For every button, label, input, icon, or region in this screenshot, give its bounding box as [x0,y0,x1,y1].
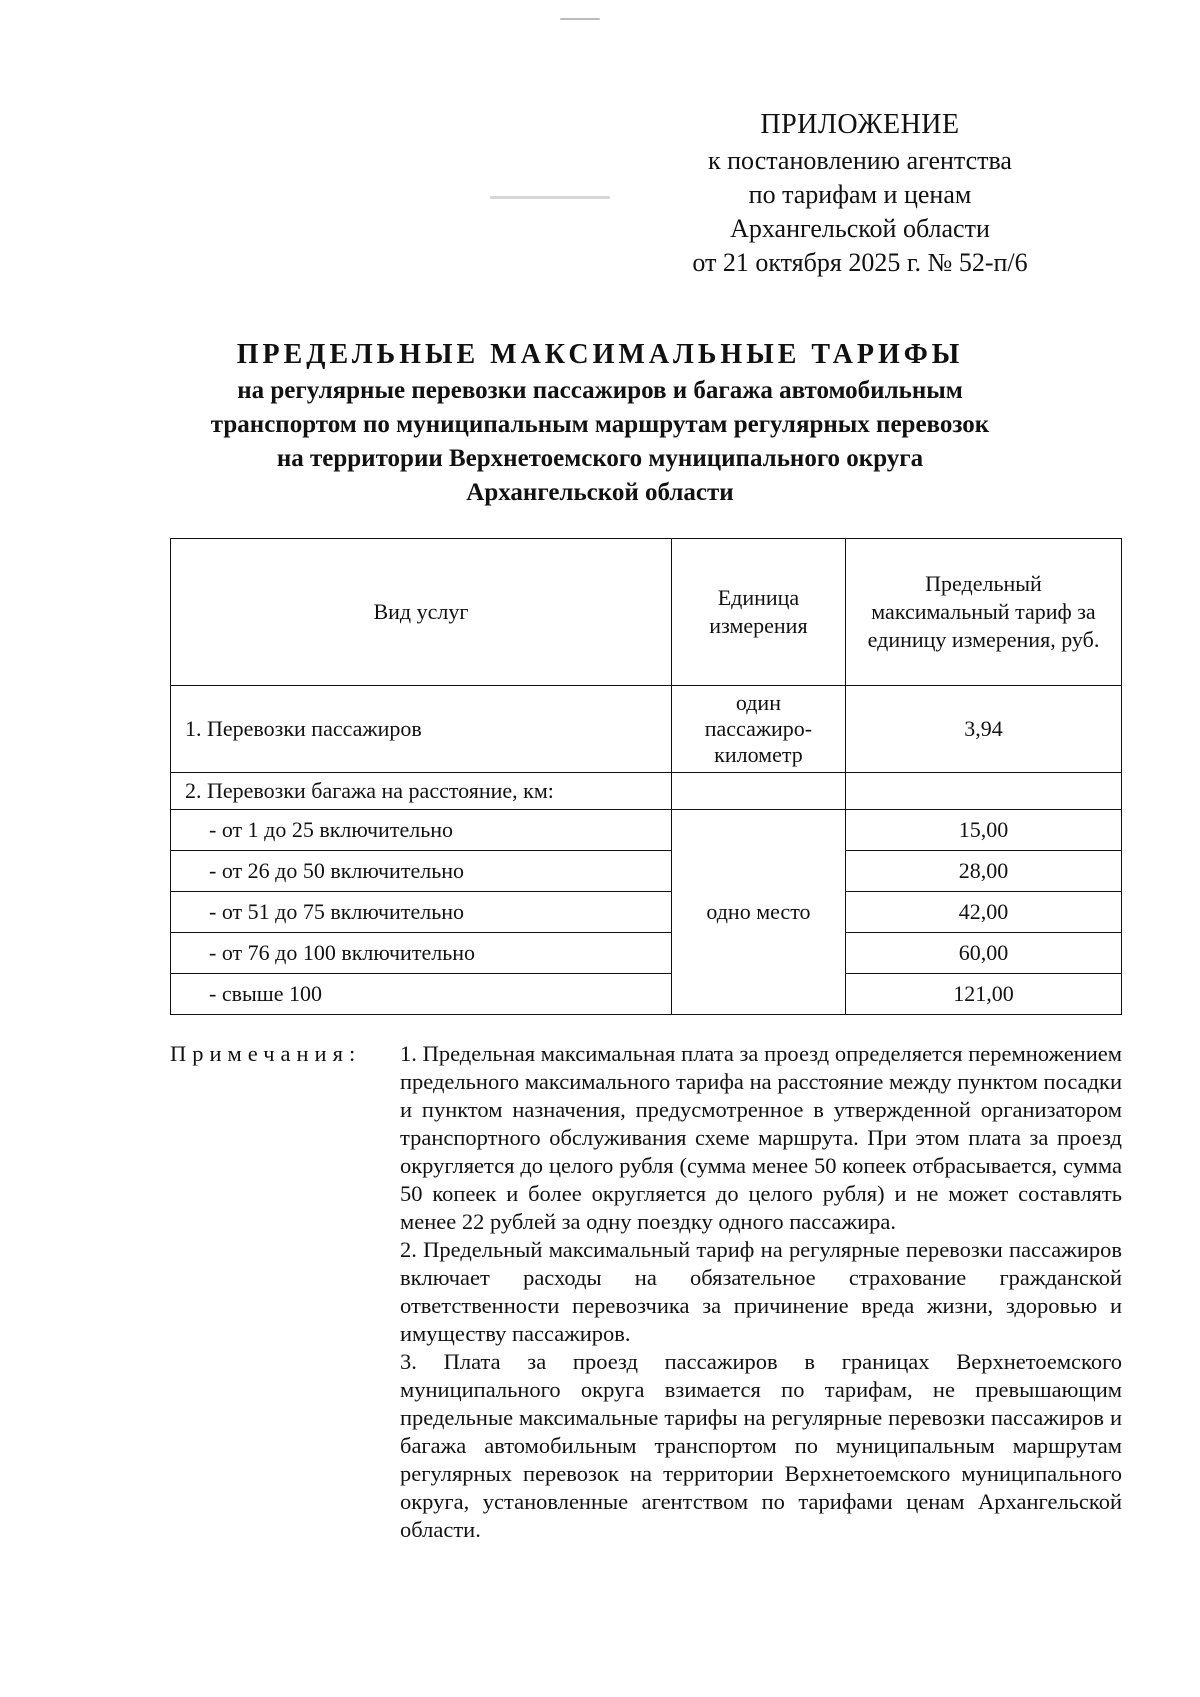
cell-tariff: 60,00 [846,933,1122,974]
note-item: 3. Плата за проезд пассажиров в границах Верхнетоемского муниципального округа взимается по тарифам, не превышающим предельные максимальные тарифы на регулярные перевозки пассажиров и багажа автомобильным транспортом по муниципальным маршрутам регулярных перевозок на территории Верхнетоемского муниципального округа, установленные агентством по тарифами ценам Архангельской области. [400,1349,1122,1542]
cell-tariff-empty [846,773,1122,810]
cell-tariff: 28,00 [846,851,1122,892]
cell-unit: один пассажиро-километр [671,686,845,773]
scan-artifact [560,18,600,20]
table-row [171,773,1122,810]
table-row [171,974,1122,1015]
appendix-date-number: от 21 октября 2025 г. № 52-п/6 [692,248,1028,277]
cell-range: - от 51 до 75 включительно [171,892,672,933]
appendix-line: к постановлению агентства [708,146,1012,175]
appendix-line: по тарифам и ценам [748,180,972,209]
title-line: на территории Верхнетоемского муниципального округа [276,445,924,472]
note-item: 2. Предельный максимальный тариф на регулярные перевозки пассажиров включает расходы на обязательное страхование гражданской ответственности перевозчика за причинение вреда жизни, здоровью и имуществу пассажиров. [400,1237,1122,1346]
cell-service: 1. Перевозки пассажиров [171,686,672,773]
title-line: Архангельской области [466,479,734,506]
cell-tariff: 121,00 [846,974,1122,1015]
cell-service: 2. Перевозки багажа на расстояние, км: [171,773,672,810]
table-row [171,851,1122,892]
table-row [171,810,1122,851]
table-header-row [171,539,1122,686]
cell-tariff: 3,94 [846,686,1122,773]
document-title [150,338,1050,510]
header-tariff: Предельный максимальный тариф за единицу измерения, руб. [846,539,1122,686]
cell-unit-empty [671,773,845,810]
table-row [171,686,1122,773]
cell-range: - свыше 100 [171,974,672,1015]
cell-baggage-unit: одно место [671,810,845,1015]
appendix-header [620,108,1100,280]
appendix-line: Архангельской области [730,214,990,243]
cell-range: - от 26 до 50 включительно [171,851,672,892]
appendix-heading: ПРИЛОЖЕНИЕ [760,109,960,140]
title-line: на регулярные перевозки пассажиров и багажа автомобильным [237,377,963,404]
table-row [171,892,1122,933]
cell-tariff: 42,00 [846,892,1122,933]
cell-tariff: 15,00 [846,810,1122,851]
note-item: 1. Предельная максимальная плата за проезд определяется перемножением предельного максимального тарифа на расстояние между пунктом посадки и пунктом назначения, предусмотренное в утвержденной организатором транспортного обслуживания схеме маршрута. При этом плата за проезд округляется до целого рубля (сумма менее 50 копеек отбрасывается, сумма 50 копеек и более округляется до целого рубля) и не может составлять менее 22 рублей за одну поездку одного пассажира. [400,1041,1122,1234]
title-line: транспортом по муниципальным маршрутам регулярных перевозок [210,411,990,438]
notes-label: Примечания: [170,1041,362,1066]
tariff-table [170,538,1122,1015]
table-row [171,933,1122,974]
header-unit: Единица измерения [671,539,845,686]
notes-body [400,1040,1122,1544]
title-main: ПРЕДЕЛЬНЫЕ МАКСИМАЛЬНЫЕ ТАРИФЫ [236,339,964,370]
cell-range: - от 76 до 100 включительно [171,933,672,974]
scan-artifact [490,196,610,199]
header-service: Вид услуг [171,539,672,686]
cell-range: - от 1 до 25 включительно [171,810,672,851]
